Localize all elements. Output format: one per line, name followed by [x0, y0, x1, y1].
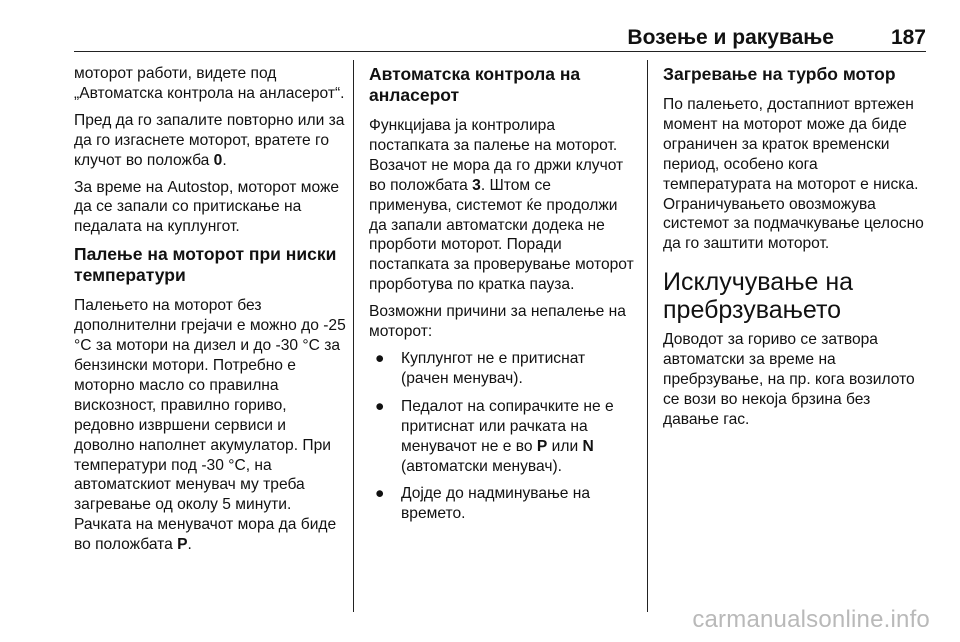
- causes-list: [369, 349, 637, 524]
- paragraph-autostart: [369, 116, 637, 295]
- list-item-text: или: [547, 437, 583, 455]
- column-divider-1: [353, 60, 354, 612]
- paragraph-overrun-cutoff: Доводот за гориво се затвора автоматски за време на пребрзување, на пр. кога возилото се вози во некоја брзина без давање гас.: [663, 331, 915, 428]
- heading-autostart-control: Автоматска контрола на анласерот: [369, 64, 581, 105]
- paragraph-text-end: .: [222, 151, 227, 169]
- list-item-text: (автоматски менувач).: [401, 457, 563, 475]
- heading-cold-start: Палење на моторот при ниски температури: [74, 244, 337, 286]
- header-rule: [74, 51, 926, 52]
- paragraph-autostop: За време на Autostop, моторот може да се запали со притискање на педалата на куплунгот.: [74, 178, 340, 236]
- running-header-title: Возење и ракување: [627, 26, 834, 49]
- key-position-label: 0: [213, 151, 223, 169]
- paragraph-text: Пред да го запалите повторно или за да го изгаснете моторот, вратете го клучот во положба: [74, 111, 345, 169]
- list-item-text: Куплунгот не е притиснат (рачен менувач).: [401, 349, 586, 387]
- paragraph-text-end: .: [187, 536, 192, 554]
- heading-turbo-warmup: Загревање на турбо мотор: [663, 64, 896, 84]
- watermark: carmanualsonline.info: [692, 606, 930, 633]
- gear-position-label: P: [536, 437, 548, 455]
- list-item-text: Дојде до надминување на времето.: [401, 485, 591, 523]
- paragraph-text: Функцијава ја контролира постапката за палење на моторот. Возачот не мора да го држи клучот во положбата: [369, 117, 624, 194]
- column-3: [663, 64, 929, 437]
- column-2: [369, 64, 637, 532]
- bullet-icon: ●: [375, 349, 385, 367]
- column-1: [74, 64, 346, 562]
- gear-position-label: N: [582, 437, 594, 455]
- paragraph-text: Палењето на моторот без дополнителни грејачи е можно до -25 °C за мотори на дизел и до -30 °C за бензински мотори. Потребно е моторно масло со правилна вискозност, правилно гориво, редовно извршени сервиси и доволно наполнет акумулатор. При температури под -30 °C, на автоматскиот менувач му треба загревање од околу 5 минути. Рачката на менувачот мора да биде во положбата: [74, 297, 346, 554]
- heading-overrun-cutoff: Исклучување на пребрзувањето: [663, 268, 854, 325]
- list-item: [375, 349, 637, 389]
- list-item: [375, 397, 637, 477]
- list-item-text: Педалот на сопирачките не е притиснат или рачката на менувачот не е во: [401, 397, 614, 455]
- bullet-icon: ●: [375, 485, 385, 503]
- paragraph-text-end: . Штом се применува, системот ќе продолжи да запали автоматски додека не прорботи моторот. Поради постапката за проверување моторот прорботува по кратка пауза.: [369, 176, 634, 294]
- key-position-label: 3: [472, 176, 481, 194]
- column-divider-2: [647, 60, 648, 612]
- list-item: [375, 484, 637, 524]
- paragraph-turbo-warmup: По палењето, достапниот вртежен момент на моторот може да биде ограничен за краток временски период, особено кога температурата на моторот е ниска. Ограничувањето овозможува системот за подмачкување целосно да го заштити моторот.: [663, 96, 924, 253]
- paragraph-key-position: [74, 111, 346, 171]
- gear-position-label: P: [177, 536, 188, 554]
- paragraph-cold-start: [74, 296, 346, 555]
- bullet-icon: ●: [375, 397, 385, 415]
- paragraph-causes: Возможни причини за непалење на моторот:: [369, 303, 626, 341]
- paragraph-intro: моторот работи, видете под „Автоматска контрола на анласерот“.: [74, 65, 345, 102]
- page-number: 187: [890, 26, 926, 49]
